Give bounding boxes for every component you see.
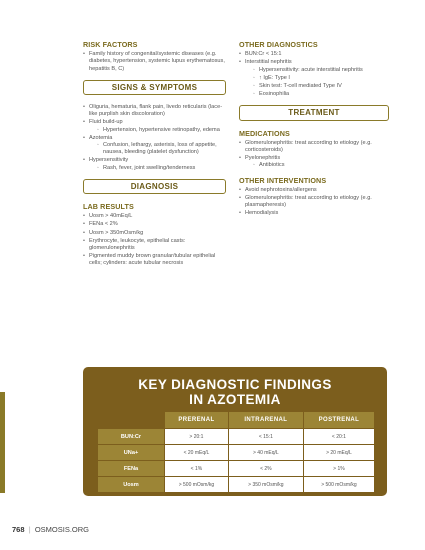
- table-cell: < 2%: [229, 461, 303, 476]
- table-cell: < 20:1: [304, 429, 374, 444]
- sub-list-item: ◦ Antibiotics: [253, 162, 389, 169]
- sub-list: [253, 67, 389, 99]
- list-item-label: Pyelonephritis: [245, 155, 281, 162]
- table-cell: > 20:1: [165, 429, 228, 444]
- sub-list-item: ◦ ↑ IgE: Type I: [253, 75, 389, 82]
- table-row: [98, 445, 374, 460]
- row-header: BUN:Cr: [98, 429, 164, 444]
- sub-list-item: ◦ Hypersensitivity: acute interstitial nephritis: [253, 67, 389, 74]
- row-header: Uosm: [98, 477, 164, 492]
- lab-results-heading: LAB RESULTS: [83, 202, 134, 212]
- sub-list-item: ◦ Rash, fever, joint swelling/tenderness: [97, 165, 226, 172]
- key-findings-title: [83, 377, 387, 407]
- sidebar-accent-bar: [0, 392, 5, 493]
- table-cell: > 40 mEq/L: [229, 445, 303, 460]
- list-item: • Avoid nephrotoxins/allergens: [239, 187, 389, 194]
- list-item: • Erythrocyte, leukocyte, epithelial casts: glomerulonephritis: [83, 238, 226, 252]
- right-column: [239, 38, 389, 219]
- list-item: • Glomerulonephritis: treat according to etiology (e.g. plasmapheresis): [239, 195, 389, 209]
- table-row: [98, 429, 374, 444]
- list-item: [239, 59, 389, 98]
- lab-results-list: [83, 213, 226, 267]
- table-header-row: [98, 412, 374, 428]
- left-column: [83, 38, 226, 269]
- risk-factors-heading: RISK FACTORS: [83, 40, 138, 49]
- footer-divider: |: [26, 525, 33, 534]
- list-item: • Pigmented muddy brown granular/tubular epithelial cells; cylinders: acute tubular necrosis: [83, 253, 226, 267]
- footer-site: OSMOSIS.ORG: [34, 525, 90, 534]
- table-row: [98, 477, 374, 492]
- medications-list: [239, 140, 389, 170]
- column-header: INTRARENAL: [229, 412, 303, 428]
- table-cell: < 15:1: [229, 429, 303, 444]
- list-item-label: Interstitial nephritis: [245, 59, 292, 66]
- sub-list-item: ◦ Confusion, lethargy, asterixis, loss of appetite, nausea, bleeding (platelet dysfunction): [97, 142, 226, 156]
- list-item: [83, 135, 226, 157]
- table-row: [98, 461, 374, 476]
- column-header: PRERENAL: [165, 412, 228, 428]
- other-interventions-heading: OTHER INTERVENTIONS: [239, 175, 327, 185]
- list-item: • Uosm > 350mOsm/kg: [83, 230, 226, 237]
- list-item-label: Fluid build-up: [89, 119, 123, 126]
- list-item: [83, 157, 226, 171]
- list-item: • Hemodialysis: [239, 210, 389, 217]
- medications-heading: MEDICATIONS: [239, 128, 290, 138]
- sub-list-item: ◦ Skin test: T-cell mediated Type IV: [253, 83, 389, 90]
- sub-list: [97, 165, 226, 172]
- treatment-banner: TREATMENT: [239, 105, 389, 120]
- diagnosis-banner: DIAGNOSIS: [83, 179, 226, 194]
- table-cell: < 20 mEq/L: [165, 445, 228, 460]
- table-cell: > 1%: [304, 461, 374, 476]
- risk-factors-list: [83, 51, 226, 73]
- list-item-label: Hypersensitivity: [89, 157, 129, 164]
- key-findings-title-line1: KEY DIAGNOSTIC FINDINGS: [138, 377, 332, 392]
- other-diagnostics-heading: OTHER DIAGNOSTICS: [239, 40, 318, 49]
- list-item: • Family history of congenital/systemic diseases (e.g. diabetes, hypertension, systemic lupus erythematosus, hepatitis B, C): [83, 51, 226, 73]
- findings-table: [97, 411, 375, 493]
- table-cell: > 350 mOsm/kg: [229, 477, 303, 492]
- row-header: FENa: [98, 461, 164, 476]
- sub-list: [97, 142, 226, 156]
- row-header: UNa+: [98, 445, 164, 460]
- list-item-label: Azotemia: [89, 134, 113, 141]
- other-diagnostics-list: [239, 51, 389, 98]
- list-item: [83, 119, 226, 133]
- list-item: • Glomerulonephritis: treat according to etiology (e.g. corticosteroids): [239, 140, 389, 154]
- key-findings-title-line2: IN AZOTEMIA: [189, 392, 281, 407]
- sub-list: [253, 162, 389, 169]
- list-item: • BUN:Cr < 15:1: [239, 51, 389, 58]
- signs-symptoms-banner: SIGNS & SYMPTOMS: [83, 80, 226, 95]
- table-cell: > 500 mOsm/kg: [165, 477, 228, 492]
- signs-list: [83, 104, 226, 172]
- list-item: [239, 155, 389, 169]
- sub-list-item: ◦ Hypertension, hypertensive retinopathy, edema: [97, 127, 226, 134]
- list-item: • FENa < 2%: [83, 221, 226, 228]
- page-number: 768: [12, 525, 25, 534]
- table-cell: < 1%: [165, 461, 228, 476]
- list-item: • Uosm > 40mEq/L: [83, 213, 226, 220]
- column-header: POSTRENAL: [304, 412, 374, 428]
- list-item: • Oliguria, hematuria, flank pain, livedo reticularis (lace-like purplish skin discoloration): [83, 104, 226, 118]
- page-footer: [12, 525, 89, 534]
- sub-list-item: ◦ Eosinophilia: [253, 91, 389, 98]
- table-cell: > 20 mEq/L: [304, 445, 374, 460]
- key-findings-box: [83, 367, 387, 496]
- sub-list: [97, 127, 226, 134]
- other-interventions-list: [239, 187, 389, 218]
- table-cell: > 500 mOsm/kg: [304, 477, 374, 492]
- table-corner: [98, 412, 164, 428]
